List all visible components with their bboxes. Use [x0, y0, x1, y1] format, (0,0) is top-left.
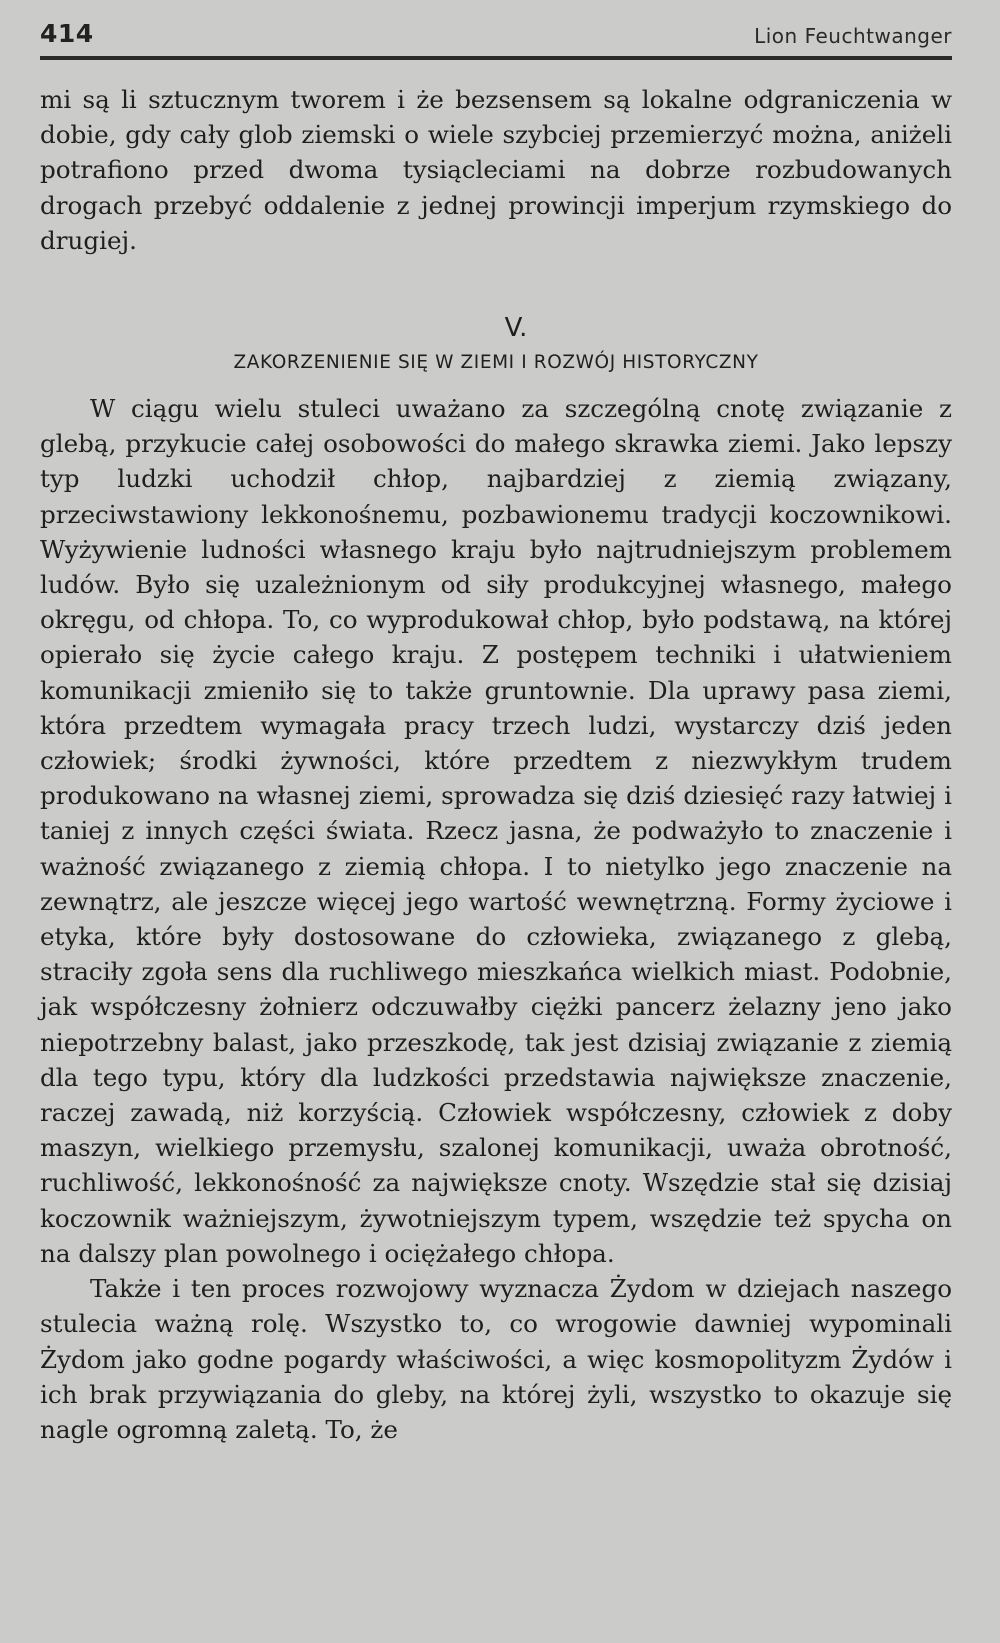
main-paragraph: W ciągu wielu stuleci uważano za szczególną cnotę związanie z glebą, przykucie całej osobowości do małego skrawka ziemi. Jako lepszy typ ludzki uchodził chłop, najbardziej z ziemią związany, przeciwstawiony lekkonośnemu, pozbawionemu tradycji koczownikowi. Wyżywienie ludności własnego kraju było najtrudniejszym problemem ludów. Było się uzależnionym od siły produkcyjnej własnego, małego okręgu, od chłopa. To, co wyprodukował chłop, było podstawą, na której opierało się życie całego kraju. Z postępem techniki i ułatwieniem komunikacji zmieniło się to także gruntownie. Dla uprawy pasa ziemi, która przedtem wymagała pracy trzech ludzi, wystarczy dziś jeden człowiek; środki żywności, które przedtem z niezwykłym trudem produkowano na własnej ziemi, sprowadza się dziś dziesięć razy łatwiej i taniej z innych części świata. Rzecz jasna, że podważyło to znaczenie i ważność związanego z ziemią chłopa. I to nietylko jego znaczenie na zewnątrz, ale jeszcze więcej jego wartość wewnętrzną. Formy życiowe i etyka, które były dostosowane do człowieka, związanego z glebą, straciły zgoła sens dla ruchliwego mieszkańca wielkich miast. Podobnie, jak współczesny żołnierz odczuwałby ciężki pancerz żelazny jeno jako niepotrzebny balast, jako przeszkodę, tak jest dzisiaj związanie z ziemią dla tego typu, który dla ludzkości przedstawia największe znaczenie, raczej zawadą, niż korzyścią. Człowiek współczesny, człowiek z doby maszyn, wielkiego przemysłu, szalonej komunikacji, uważa obrotność, ruchliwość, lekkonośność za największe cnoty. Wszędzie stał się dzisiaj koczownik ważniejszym, żywotniejszym typem, wszędzie też spycha on na dalszy plan powolnego i ociężałego chłopa.	[40, 394, 952, 1268]
header-rule	[40, 56, 952, 60]
section-number: V.	[504, 313, 528, 344]
running-head	[40, 18, 952, 48]
section-title: ZAKORZENIENIE SIĘ W ZIEMI I ROZWÓJ HISTORYCZNY	[233, 352, 759, 374]
author-name: Lion Feuchtwanger	[754, 24, 952, 48]
closing-paragraph: Także i ten proces rozwojowy wyznacza Żydom w dziejach naszego stulecia ważną rolę. Wszystko to, co wrogowie dawniej wypominali Żydom jako godne pogardy właściwości, a więc kosmopolityzm Żydów i ich brak przywiązania do gleby, na której żyli, wszystko to okazuje się nagle ogromną zaletą. To, że	[40, 1274, 952, 1444]
opening-paragraph: mi są li sztucznym tworem i że bezsensem są lokalne odgraniczenia w dobie, gdy cały glob ziemski o wiele szybciej przemierzyć można, aniżeli potrafiono przed dwoma tysiącleciami na dobrze rozbudowanych drogach przebyć oddalenie z jednej prowincji imperjum rzymskiego do drugiej.	[40, 85, 952, 255]
page-number: 414	[40, 19, 94, 48]
